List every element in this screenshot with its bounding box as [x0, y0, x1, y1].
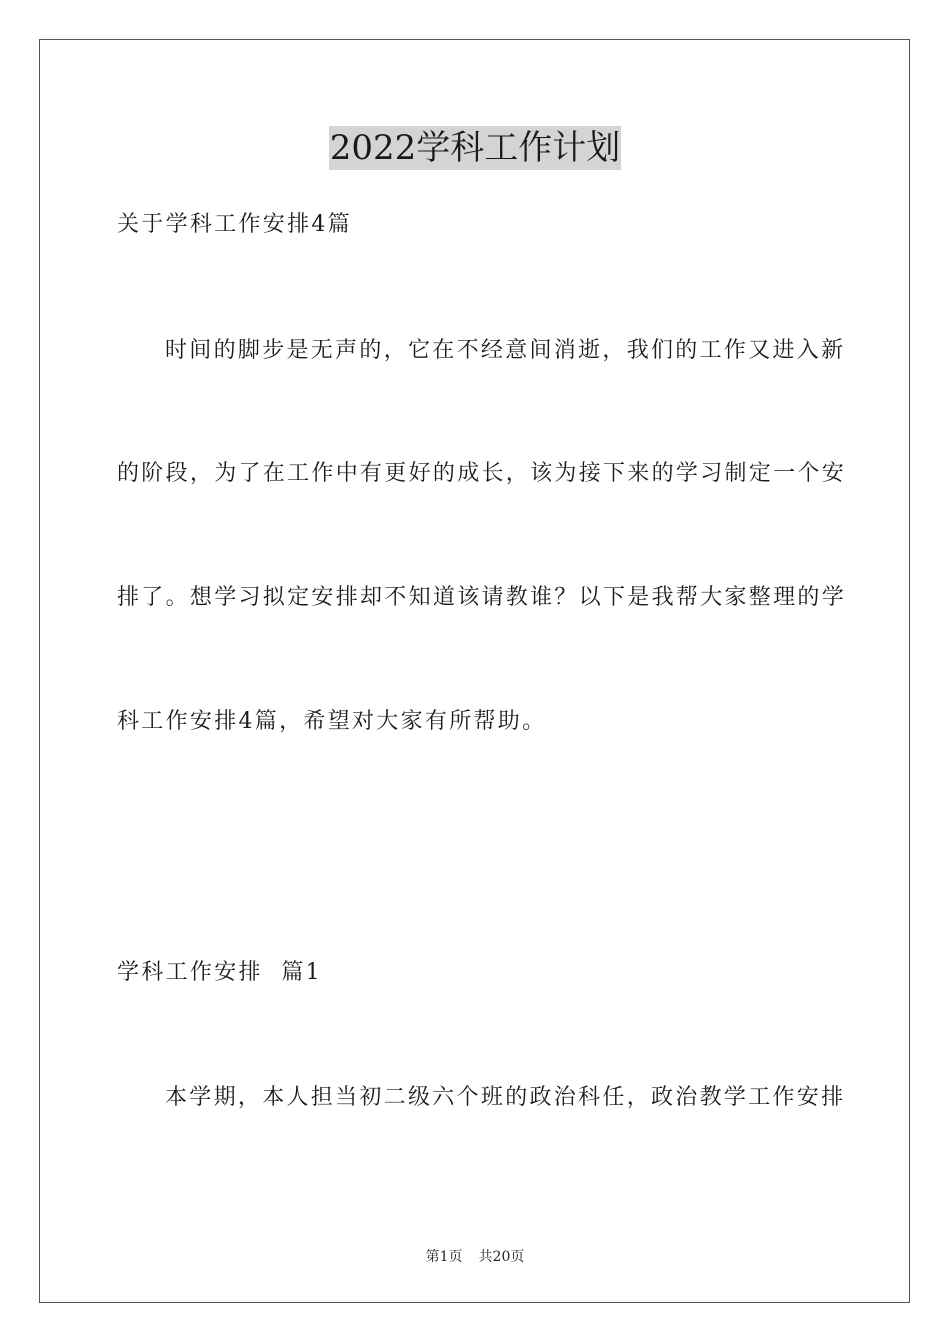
- paragraph-line: 的阶段，为了在工作中有更好的成长，该为接下来的学习制定一个安: [117, 461, 847, 486]
- section-heading: 学科工作安排 篇1: [117, 960, 322, 985]
- document-subtitle: 关于学科工作安排4篇: [117, 212, 352, 237]
- document-title: 2022学科工作计划: [329, 128, 621, 168]
- paragraph-line: 排了。想学习拟定安排却不知道该请教谁？以下是我帮大家整理的学: [117, 585, 847, 610]
- page-number-current: 第1页: [425, 1249, 463, 1265]
- paragraph-line: 科工作安排4篇，希望对大家有所帮助。: [117, 709, 547, 734]
- paragraph-line: 本学期，本人担当初二级六个班的政治科任，政治教学工作安排: [165, 1085, 846, 1110]
- paragraph-line: 时间的脚步是无声的，它在不经意间消逝，我们的工作又进入新: [165, 338, 846, 363]
- title-container: [0, 126, 950, 170]
- page-number-total: 共20页: [478, 1249, 525, 1265]
- page-footer: [0, 1247, 950, 1267]
